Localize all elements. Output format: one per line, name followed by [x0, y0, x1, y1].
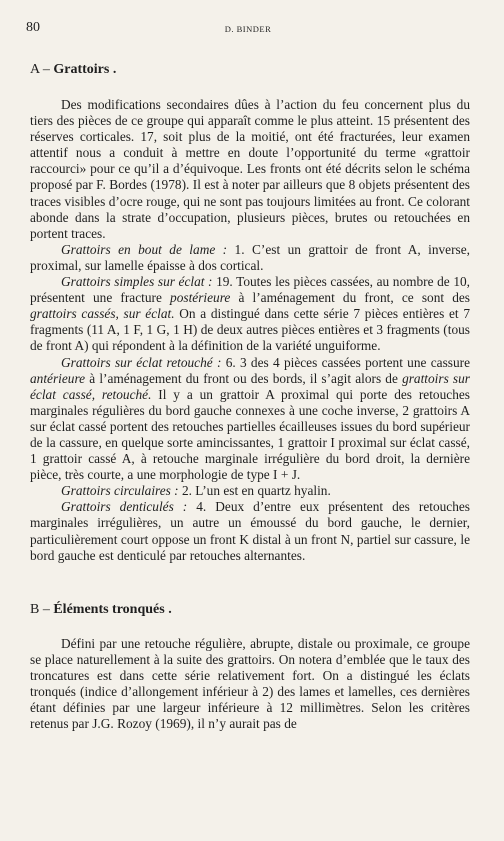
section-b-letter: B – [30, 601, 54, 617]
italic-term: antérieure [30, 370, 86, 386]
text-run: Défini par une retouche régulière, abrupte, distale ou proximale, ce groupe se place naturellement à la suite des grattoirs. On notera d’emblée que le taux des troncatures est dans cette série relativement fort. On a distingué les éclats tronqués (indice d’allongement inférieur à 2) des lames et lamelles, ces dernières étant définies par une largeur inférieure à 12 millimètres. Selon les critères retenus par J.G. Rozoy (1969), il n’y aurait pas de [30, 635, 470, 732]
page-number: 80 [26, 20, 40, 35]
text-run: 19. Toutes les pièces cassées, au nombre de 10, présentent une fracture [30, 274, 470, 306]
page-content [30, 62, 470, 732]
italic-term: grattoirs cassés, sur éclat. [30, 306, 175, 322]
section-a-heading [30, 62, 470, 78]
text-run: à l’aménagement du front ou des bords, il s’agit alors de [85, 370, 403, 386]
italic-term: Grattoirs sur éclat retouché : [61, 354, 222, 370]
paragraph [30, 97, 470, 242]
section-a-letter: A – [30, 62, 54, 77]
italic-term: Grattoirs circulaires : [61, 483, 179, 499]
section-b-heading [30, 602, 470, 618]
paragraph [30, 274, 470, 354]
text-run: Il y a un grattoir A proximal qui porte des retouches marginales régulières du bord gauche connexes à une coche inverse, 2 grattoirs A sur éclat cassé portent des retouches partielles écailleuses issues du bord supérieur de la cassure, en quelque sorte amincissantes, 1 grattoir I proximal sur éclat cassé, 1 grattoir cassé A, à retouche marginale irrégulière du bord droit, la dernière pièce, très courte, a une morphologie de type I + J. [30, 386, 470, 483]
paragraph [30, 483, 470, 499]
italic-term: postérieure [170, 290, 231, 306]
italic-term: Grattoirs denticulés : [61, 499, 188, 515]
paragraph [30, 242, 470, 274]
section-a-body [30, 97, 470, 564]
text-run: à l’aménagement du front, ce sont des [230, 290, 471, 306]
paragraph [30, 499, 470, 563]
text-run: 1. C’est un grattoir de front A, inverse, proximal, sur lamelle épaisse à dos cortical. [30, 241, 470, 273]
italic-term: Grattoirs en bout de lame : [61, 241, 228, 257]
text-run: 2. L’un est en quartz hyalin. [178, 483, 331, 499]
text-run: Des modifications secondaires dûes à l’action du feu concernent plus du tiers des pièces de ce groupe qui apparaît comme le plus atteint. 15 présentent des réserves corticales. 17, soit plus de la moitié, ont été fracturées, leur examen attentif nous a conduit à mettre en doute l’opportunité du terme «grattoir raccourci» pour ce qu’il a d’équivoque. Les fronts ont été décrits selon le schéma proposé par F. Bordes (1978). Il est à noter par ailleurs que 8 objets présentent des traces visibles d’ocre rouge, qui ne sont pas toujours limitées au front. Ce colorant abonde dans la strate d’occupation, plusieurs pièces, brutes ou retouchées en portent traces. [30, 97, 470, 241]
paragraph [30, 355, 470, 484]
italic-term: Grattoirs simples sur éclat : [61, 274, 213, 290]
section-b-body [30, 636, 470, 733]
running-head: D. BINDER [224, 24, 272, 34]
text-run: 4. Deux d’entre eux présentent des retouches marginales irrégulières, un autre un émoussé du bord gauche, le dernier, particulièrement court oppose un front K distal à un front N, partiel sur cassure, le bord gauche est denticulé par retouches alternantes. [30, 499, 471, 563]
italic-term: grattoirs sur éclat cassé, retouché. [30, 370, 470, 402]
text-run: On a distingué dans cette série 7 pièces entières et 7 fragments (11 A, 1 F, 1 G, 1 H) de deux autres pièces entières et 3 fragments (tous de front A) qui répondent à la définition de la variété unguiforme. [30, 306, 470, 354]
section-b-title: Éléments tronqués . [53, 601, 172, 617]
paragraph [30, 636, 470, 733]
text-run: 6. 3 des 4 pièces cassées portent une cassure [221, 354, 470, 370]
page-header [26, 20, 470, 40]
section-a-title: Grattoirs . [53, 62, 117, 77]
